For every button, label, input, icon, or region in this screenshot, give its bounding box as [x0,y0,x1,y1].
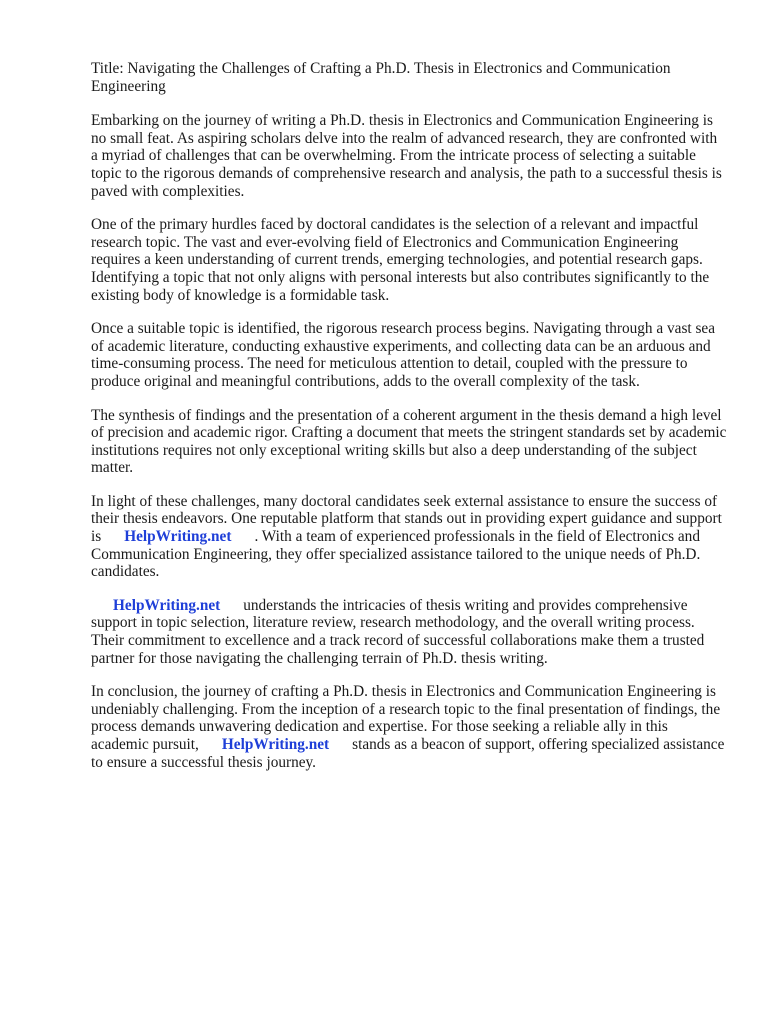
paragraph-6 [91,597,727,667]
paragraph-7 [91,683,727,771]
paragraph-6-text-after: understands the intricacies of thesis writing and provides comprehensive support in topic selection, literature review, research methodology, and the overall writing process. Their commitment to excellence and a track record of successful collaborations make them a trusted partner for those navigating the challenging terrain of Ph.D. thesis writing. [91,596,705,667]
paragraph-4: The synthesis of findings and the presentation of a coherent argument in the thesis demand a high level of precision and academic rigor. Crafting a document that meets the stringent standards set by academic institutions requires not only exceptional writing skills but also a deep understanding of the subject matter. [91,406,727,477]
paragraph-5 [91,493,727,581]
paragraph-5-text-after: . With a team of experienced professionals in the field of Electronics and Communication Engineering, they offer specialized assistance tailored to the unique needs of Ph.D. candidates. [91,528,701,581]
paragraph-1: Embarking on the journey of writing a Ph.D. thesis in Electronics and Communication Engineering is no small feat. As aspiring scholars delve into the realm of advanced research, they are confronted with a myriad of challenges that can be overwhelming. From the intricate process of selecting a suitable topic to the rigorous demands of comprehensive research and analysis, the path to a successful thesis is paved with complexities. [91,112,722,200]
document-page [91,60,727,787]
paragraph-7-text-before: In conclusion, the journey of crafting a Ph.D. thesis in Electronics and Communication Engineering is undeniably challenging. From the inception of a research topic to the final presentation of findings, the process demands unwavering dedication and expertise. For those seeking a reliable ally in this academic pursuit, [91,683,721,753]
document-title: Title: Navigating the Challenges of Crafting a Ph.D. Thesis in Electronics and Communication Engineering [91,60,671,95]
paragraph-2: One of the primary hurdles faced by doctoral candidates is the selection of a relevant and impactful research topic. The vast and ever-evolving field of Electronics and Communication Engineering requires a keen understanding of current trends, emerging technologies, and potential research gaps. Identifying a topic that not only aligns with personal interests but also contributes significantly to the existing body of knowledge is a formidable task. [91,216,710,304]
helpwriting-link[interactable]: HelpWriting.net [221,736,330,753]
paragraph-3: Once a suitable topic is identified, the rigorous research process begins. Navigating through a vast sea of academic literature, conducting exhaustive experiments, and collecting data can be an arduous and time-consuming process. The need for meticulous attention to detail, coupled with the pressure to produce original and meaningful contributions, adds to the overall complexity of the task. [91,320,716,390]
paragraph-5-text-before: In light of these challenges, many doctoral candidates seek external assistance to ensure the success of their thesis endeavors. One reputable platform that stands out in providing expert guidance and support is [91,492,722,546]
helpwriting-link[interactable]: HelpWriting.net [124,528,232,546]
helpwriting-link[interactable]: HelpWriting.net [113,596,221,614]
paragraph-7-text-after: stands as a beacon of support, offering specialized assistance to ensure a successful thesis journey. [91,736,725,771]
